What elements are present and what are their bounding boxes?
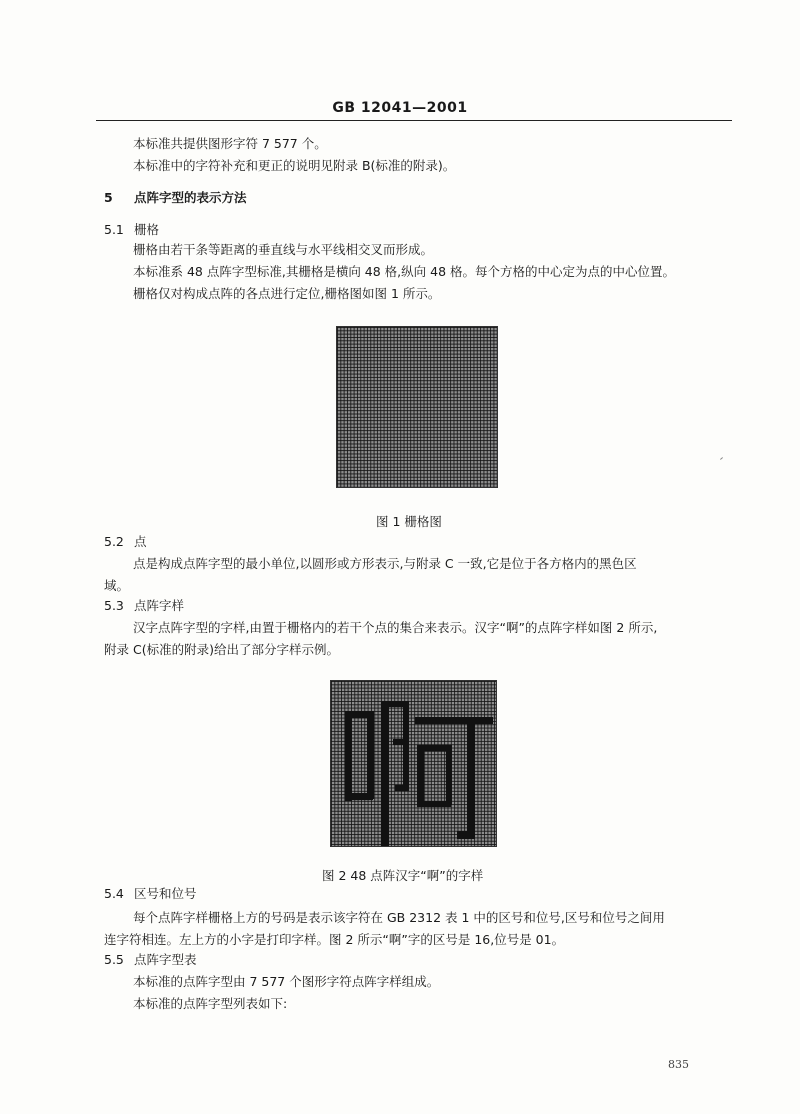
section-title: 点 [134, 534, 147, 549]
section-title: 区号和位号 [134, 886, 197, 901]
section-number: 5.3 [104, 598, 124, 613]
s5-1-line-1: 栅格由若干条等距离的垂直线与水平线相交叉而形成。 [133, 242, 434, 257]
s5-5-line-2: 本标准的点阵字型列表如下: [133, 996, 288, 1011]
figure-1-caption: 图 1 栅格图 [376, 514, 442, 529]
s5-5-line-1: 本标准的点阵字型由 7 577 个图形字符点阵字样组成。 [133, 974, 440, 989]
glyph-a-bitmap [331, 681, 496, 846]
intro-line-2: 本标准中的字符补充和更正的说明见附录 B(标准的附录)。 [133, 158, 456, 173]
intro-line-1: 本标准共提供图形字符 7 577 个。 [133, 136, 327, 151]
figure-2-caption: 图 2 48 点阵汉字“啊”的字样 [322, 868, 484, 883]
section-title: 栅格 [134, 222, 160, 237]
grid-figure [336, 326, 498, 488]
section-number: 5.1 [104, 222, 124, 237]
section-title: 点阵字样 [134, 598, 185, 613]
scan-speck [720, 457, 723, 460]
section-title: 点阵字型的表示方法 [134, 190, 247, 205]
s5-1-line-3: 栅格仅对构成点阵的各点进行定位,栅格图如图 1 所示。 [133, 286, 441, 301]
section-5-1-heading [104, 222, 159, 238]
section-5-2-heading [104, 534, 147, 550]
s5-4-line-2: 连字符相连。左上方的小字是打印字样。图 2 所示“啊”字的区号是 16,位号是 01。 [104, 932, 565, 947]
s5-3-line-1: 汉字点阵字型的字样,由置于栅格内的若干个点的集合来表示。汉字“啊”的点阵字样如图 2 所示, [133, 620, 658, 635]
section-5-4-heading [104, 886, 197, 902]
s5-4-line-1: 每个点阵字样栅格上方的号码是表示该字符在 GB 2312 表 1 中的区号和位号,区号和位号之间用 [133, 910, 665, 925]
section-number: 5 [104, 190, 113, 205]
s5-3-line-2: 附录 C(标准的附录)给出了部分字样示例。 [104, 642, 339, 657]
header-rule [96, 120, 732, 121]
s5-2-line-1: 点是构成点阵字型的最小单位,以圆形或方形表示,与附录 C 一致,它是位于各方格内的黑色区 [133, 556, 637, 571]
page-number: 835 [668, 1058, 689, 1071]
section-number: 5.2 [104, 534, 124, 549]
section-5-5-heading [104, 952, 197, 968]
s5-1-line-2: 本标准系 48 点阵字型标准,其栅格是横向 48 格,纵向 48 格。每个方格的中心定为点的中心位置。 [133, 264, 676, 279]
section-number: 5.5 [104, 952, 124, 967]
section-number: 5.4 [104, 886, 124, 901]
header-title: GB 12041—2001 [332, 100, 468, 116]
glyph-figure [330, 680, 497, 847]
s5-2-line-2: 域。 [104, 578, 130, 593]
section-title: 点阵字型表 [134, 952, 197, 967]
section-5-3-heading [104, 598, 184, 614]
section-5-heading [104, 190, 247, 206]
